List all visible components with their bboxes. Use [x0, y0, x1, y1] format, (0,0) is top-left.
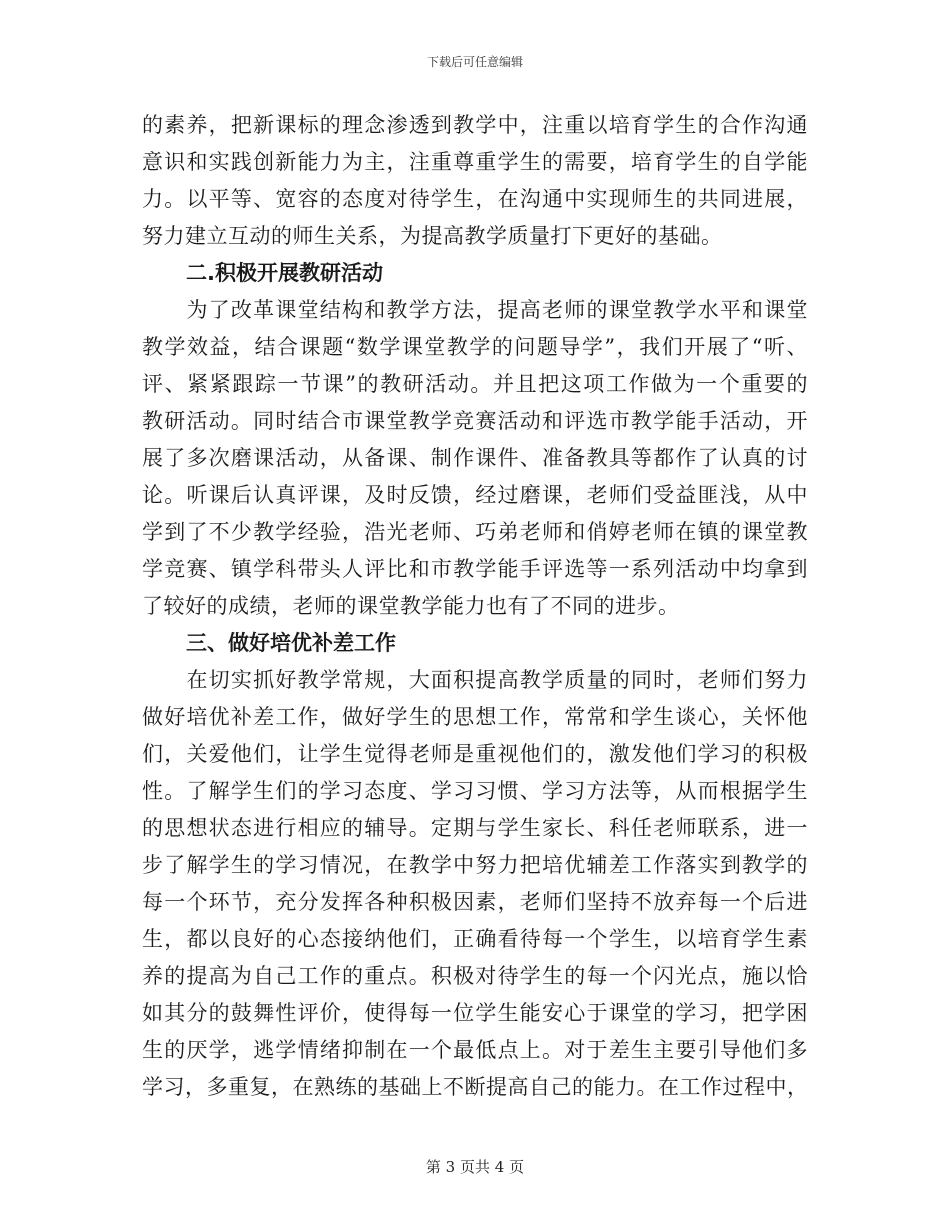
section-heading-3: 三、做好培优补差工作 [186, 631, 396, 655]
text-line: 评、紧紧跟踪一节课”的教研活动。并且把这项工作做为一个重要的 [142, 372, 808, 396]
text-line: 性。了解学生们的学习态度、学习习惯、学习方法等，从而根据学生 [142, 779, 808, 803]
text-line: 力。以平等、宽容的态度对待学生，在沟通中实现师生的共同进展， [142, 187, 808, 211]
text-line: 了较好的成绩，老师的课堂教学能力也有了不同的进步。 [142, 594, 680, 618]
text-line: 努力建立互动的师生关系，为提高教学质量打下更好的基础。 [142, 224, 723, 248]
text-line: 生，都以良好的心态接纳他们，正确看待每一个学生，以培育学生素 [142, 927, 808, 951]
section-2-paragraph [142, 292, 808, 625]
intro-paragraph [142, 107, 808, 255]
text-line: 做好培优补差工作，做好学生的思想工作，常常和学生谈心，关怀他 [142, 705, 808, 729]
text-line: 学竞赛、镇学科带头人评比和市教学能手评选等一系列活动中均拿到 [142, 557, 808, 581]
text-line: 意识和实践创新能力为主，注重尊重学生的需要，培育学生的自学能 [142, 150, 808, 174]
text-line: 教研活动。同时结合市课堂教学竞赛活动和评选市教学能手活动，开 [142, 409, 808, 433]
text-line: 学习，多重复，在熟练的基础上不断提高自己的能力。在工作过程中， [142, 1075, 809, 1099]
text-line: 的思想状态进行相应的辅导。定期与学生家长、科任老师联系，进一 [142, 816, 808, 840]
text-line: 如其分的鼓舞性评价，使得每一位学生能安心于课堂的学习，把学困 [142, 1001, 808, 1025]
text-line: 们，关爱他们，让学生觉得老师是重视他们的，激发他们学习的积极 [142, 742, 808, 766]
section-3-paragraph [142, 662, 808, 1106]
document-body [142, 107, 808, 1106]
text-line: 生的厌学，逃学情绪抑制在一个最低点上。对于差生主要引导他们多 [142, 1038, 808, 1062]
text-line: 为了改革课堂结构和教学方法，提高老师的课堂教学水平和课堂 [142, 298, 808, 322]
page-header: 下载后可任意编辑 [426, 55, 523, 69]
text-line: 展了多次磨课活动，从备课、制作课件、准备教具等都作了认真的讨 [142, 446, 808, 470]
section-heading-2: 二.积极开展教研活动 [186, 261, 383, 285]
text-line: 步了解学生的学习情况，在教学中努力把培优辅差工作落实到教学的 [142, 853, 808, 877]
page-footer: 第 3 页共 4 页 [425, 1158, 525, 1176]
text-line: 养的提高为自己工作的重点。积极对待学生的每一个闪光点，施以恰 [142, 964, 808, 988]
text-line: 论。听课后认真评课，及时反馈，经过磨课，老师们受益匪浅，从中 [142, 483, 808, 507]
text-line: 教学效益，结合课题“数学课堂教学的问题导学”，我们开展了“听、 [142, 335, 808, 359]
text-line: 学到了不少教学经验，浩光老师、巧弟老师和俏婷老师在镇的课堂教 [142, 520, 808, 544]
text-line: 在切实抓好教学常规，大面积提高教学质量的同时，老师们努力 [142, 668, 808, 692]
text-line: 的素养，把新课标的理念渗透到教学中，注重以培育学生的合作沟通 [142, 113, 808, 137]
text-line: 每一个环节，充分发挥各种积极因素，老师们坚持不放弃每一个后进 [142, 890, 808, 914]
